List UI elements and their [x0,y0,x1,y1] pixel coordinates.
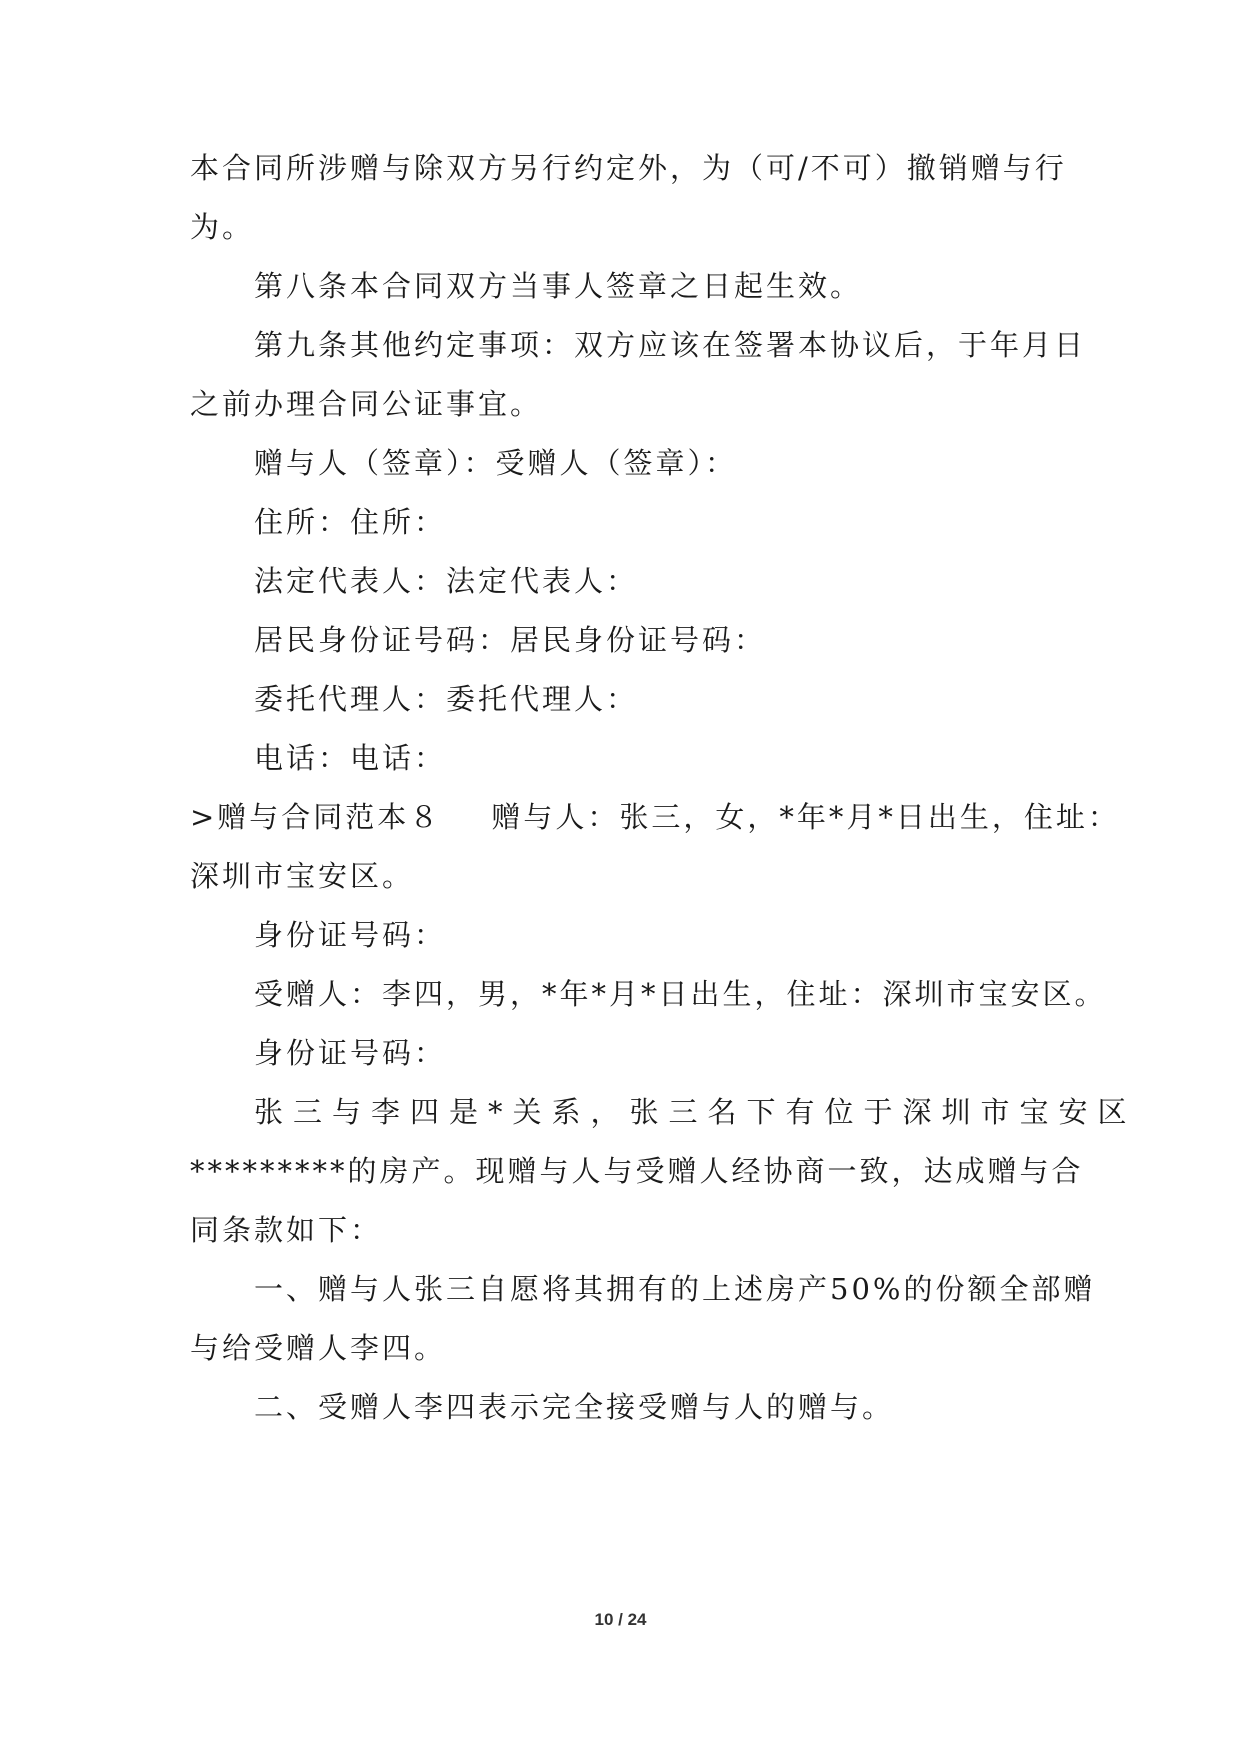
paragraph-line: 同条款如下： [190,1213,383,1247]
clause-1: 一、赠与人张三自愿将其拥有的上述房产50%的份额全部赠 [254,1272,1096,1306]
id-number-line: 居民身份证号码：居民身份证号码： [254,623,767,657]
donor-address: 深圳市宝安区。 [190,859,415,893]
paragraph-line: 之前办理合同公证事宜。 [190,387,543,421]
template-8-heading [190,797,1120,837]
template-8-title: >赠与合同范本８ [190,800,442,834]
clause-2: 二、受赠人李四表示完全接受赠与人的赠与。 [254,1390,895,1424]
paragraph-line: 本合同所涉赠与除双方另行约定外，为（可/不可）撤销赠与行 [190,151,1067,185]
paragraph-line: 与给受赠人李四。 [190,1331,447,1365]
paragraph-line: 张三与李四是*关系，张三名下有位于深圳市宝安区 [254,1095,1137,1129]
donee-info-line: 受赠人：李四，男，*年*月*日出生，住址：深圳市宝安区。 [254,977,1107,1011]
donor-info: 赠与人：张三，女，*年*月*日出生，住址： [491,800,1120,834]
donor-id-line: 身份证号码： [254,918,447,952]
article-9: 第九条其他约定事项：双方应该在签署本协议后，于年月日 [254,328,1087,362]
phone-line: 电话：电话： [254,741,447,775]
page-number: 10 / 24 [594,1610,647,1629]
agent-line: 委托代理人：委托代理人： [254,682,639,716]
legal-rep-line: 法定代表人：法定代表人： [254,564,639,598]
paragraph-line: *********的房产。现赠与人与受赠人经协商一致，达成赠与合 [190,1154,1084,1188]
donee-id-line: 身份证号码： [254,1036,447,1070]
paragraph-line: 为。 [190,210,255,244]
article-8: 第八条本合同双方当事人签章之日起生效。 [254,269,863,303]
address-line: 住所：住所： [254,505,447,539]
signature-line: 赠与人（签章）：受赠人（签章）： [254,446,738,480]
